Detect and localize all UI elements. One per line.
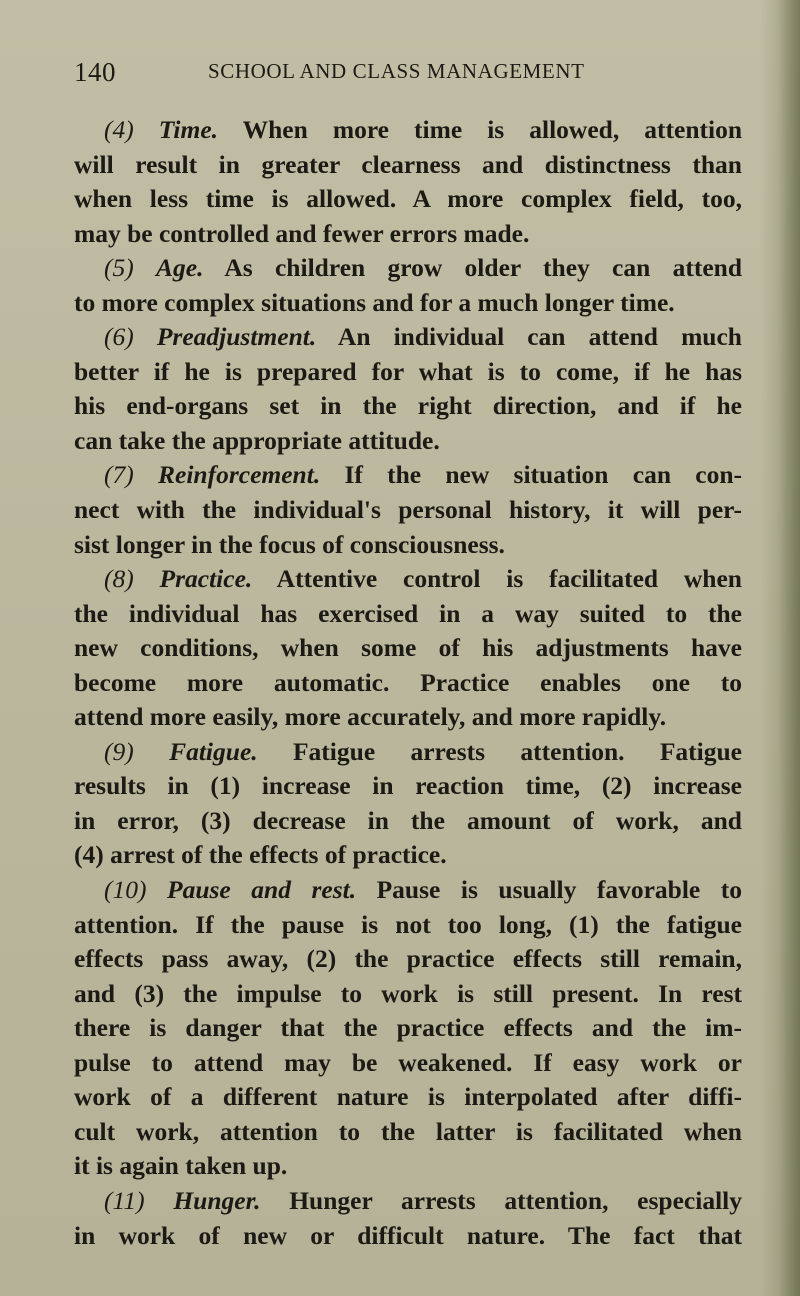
text-line: and (3) the impulse to work is still present. In rest: [74, 978, 742, 1008]
text-line: may be controlled and fewer errors made.: [74, 218, 530, 248]
line-text: Fatigue arrests attention. Fatigue: [257, 736, 742, 766]
text-line: [74, 1184, 742, 1219]
body-text: [74, 113, 742, 1253]
text-line: better if he is prepared for what is to come, if he has: [74, 356, 742, 386]
text-line: his end-organs set in the right direction, and if he: [74, 391, 742, 421]
line-text: If the new situation can con-: [320, 460, 742, 490]
text-line: attend more easily, more accurately, and more rapidly.: [74, 702, 667, 732]
text-line: there is danger that the practice effects and the im-: [74, 1013, 742, 1043]
item-number: (9): [104, 736, 134, 766]
text-line: [74, 735, 742, 770]
item-term: Time.: [158, 115, 219, 144]
page-header: [74, 57, 740, 91]
text-line: [74, 113, 742, 148]
text-line: sist longer in the focus of consciousness.: [74, 529, 505, 559]
text-line: new conditions, when some of his adjustments have: [74, 633, 742, 663]
item-number: (11): [104, 1185, 145, 1215]
text-line: cult work, attention to the latter is facilitated when: [74, 1116, 742, 1146]
line-text: Attentive control is facilitated when: [252, 564, 742, 594]
text-line: the individual has exercised in a way suited to the: [74, 598, 742, 628]
line-text: Pause is usually favorable to: [356, 875, 743, 905]
item-term: Pause and rest.: [167, 875, 357, 905]
text-line: work of a different nature is interpolated after diffi-: [74, 1082, 742, 1112]
item-number: (4): [104, 115, 134, 144]
item-number: (10): [104, 875, 147, 905]
text-line: to more complex situations and for a much longer time.: [74, 287, 675, 317]
text-line: [74, 320, 742, 355]
text-line: can take the appropriate attitude.: [74, 425, 440, 455]
text-line: [74, 458, 742, 493]
text-line: results in (1) increase in reaction time, (2) increase: [74, 771, 742, 801]
text-line: when less time is allowed. A more complex field, too,: [74, 184, 742, 214]
item-term: Fatigue.: [169, 736, 258, 766]
item-term: Practice.: [159, 564, 253, 594]
page-number: 140: [74, 57, 116, 87]
line-text: When more time is allowed, attention: [218, 115, 743, 144]
item-term: Preadjustment.: [156, 322, 317, 352]
page-edge-shadow: [778, 0, 800, 1296]
line-text: As children grow older they can attend: [203, 253, 743, 283]
item-number: (6): [104, 322, 134, 352]
text-line: will result in greater clearness and distinctness than: [74, 149, 742, 179]
text-line: [74, 251, 742, 286]
text-line: pulse to attend may be weakened. If easy work or: [74, 1047, 742, 1077]
text-line: it is again taken up.: [74, 1151, 288, 1181]
text-line: in error, (3) decrease in the amount of work, and: [74, 805, 742, 835]
text-line: attention. If the pause is not too long, (1) the fatigue: [74, 909, 742, 939]
item-number: (8): [104, 564, 134, 594]
item-term: Age.: [156, 253, 204, 283]
item-term: Reinforcement.: [158, 460, 321, 490]
text-line: in work of new or difficult nature. The fact that: [74, 1220, 742, 1250]
item-term: Hunger.: [173, 1185, 261, 1215]
text-line: effects pass away, (2) the practice effects still remain,: [74, 944, 742, 974]
item-number: (7): [104, 460, 134, 490]
text-line: (4) arrest of the effects of practice.: [74, 840, 447, 870]
item-number: (5): [104, 253, 134, 283]
running-head: SCHOOL AND CLASS MANAGEMENT: [208, 59, 585, 83]
text-line: [74, 873, 742, 908]
line-text: Hunger arrests attention, especially: [260, 1185, 742, 1215]
text-line: become more automatic. Practice enables one to: [74, 667, 742, 697]
text-line: [74, 562, 742, 597]
line-text: An individual can attend much: [316, 322, 742, 352]
text-line: nect with the individual's personal history, it will per-: [74, 495, 742, 525]
